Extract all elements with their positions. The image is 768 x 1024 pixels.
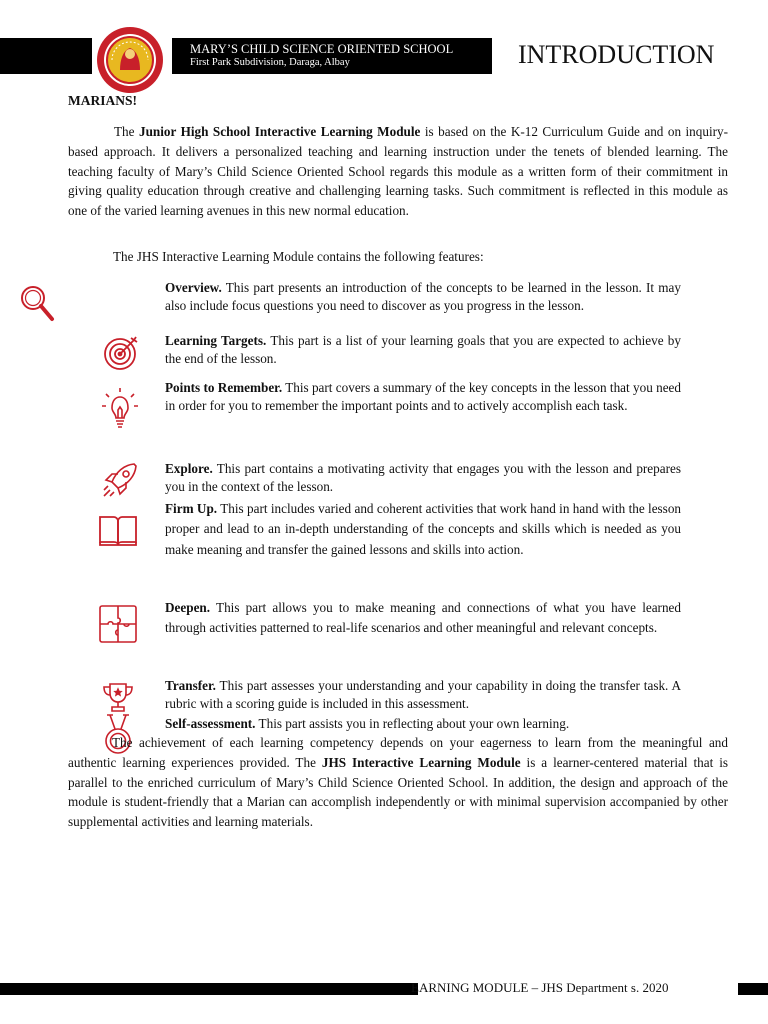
footer-text: EARNING MODULE – JHS Department s. 2020 xyxy=(411,980,669,995)
header-school-bar xyxy=(172,38,492,74)
footer-bar-left xyxy=(0,983,418,995)
feature-firm-up: Firm Up. This part includes varied and coherent activities that work hand in hand with the lesson proper and lead to an in-depth understanding of the concepts and skills which is needed as you make meaning and transfer the gained lessons and skills into action. xyxy=(165,501,682,557)
target-icon xyxy=(101,333,141,373)
module-name-bold-2: JHS Interactive Learning Module xyxy=(321,754,521,770)
magnifier-icon xyxy=(18,283,58,325)
features-intro: The JHS Interactive Learning Module contains the following features: xyxy=(113,249,484,264)
feature-self-assessment: Self-assessment. This part assists you in reflecting about your own learning. xyxy=(165,716,570,731)
school-name: MARY’S CHILD SCIENCE ORIENTED SCHOOL xyxy=(190,42,454,56)
page-title: INTRODUCTION xyxy=(518,40,715,69)
intro-paragraph: The Junior High School Interactive Learning Module is based on the K-12 Curriculum Guide and on inquiry-based approach. It delivers a personalized teaching and learning instruction under the tenets of blended learning. The teaching faculty of Mary’s Child Science Oriented School regards this module as a written form of their commitment in giving quality education through creative and challenging learning tasks. Such commitment is reflected in this module as one of the varied learning avenues in this new normal education. xyxy=(68,124,728,219)
feature-learning-targets: Learning Targets. This part is a list of your learning goals that you are expected to achieve by the end of the lesson. xyxy=(165,333,681,367)
school-address: First Park Subdivision, Daraga, Albay xyxy=(190,57,350,68)
feature-overview: Overview. This part presents an introduction of the concepts to be learned in the lesson. It may also include focus questions you need to discover as you progress in the lesson. xyxy=(165,280,681,314)
greeting: MARIANS! xyxy=(68,93,137,108)
feature-points-to-remember: Points to Remember. This part covers a summary of the key concepts in the lesson that you need in order for you to remember the important points and to actively accomplish each task. xyxy=(165,380,682,414)
school-logo xyxy=(94,24,166,96)
feature-deepen: Deepen. This part allows you to make meaning and connections of what you have learned through activities patterned to real-life scenarios and other meaningful and relevant concepts. xyxy=(165,600,681,636)
lightbulb-icon xyxy=(100,386,140,430)
rocket-icon xyxy=(100,460,140,500)
header-bar-left xyxy=(0,38,92,74)
footer-bar-right xyxy=(738,983,768,995)
module-name-bold: Junior High School Interactive Learning Module xyxy=(138,124,421,139)
feature-explore: Explore. This part contains a motivating activity that engages you with the lesson and prepares you in the context of the lesson. xyxy=(165,461,681,495)
closing-paragraph: The achievement of each learning competency depends on your eagerness to learn from the meaningful and authentic learning experiences provided. The JHS Interactive Learning Module is a learner-centered material that is parallel to the enriched curriculum of Mary’s Child Science Oriented School. In addition, the design and approach of the module is student-friendly that a Marian can accomplish independently or with minimal supervision accompanied by other supplemental activities and learning materials. xyxy=(68,735,729,830)
book-icon xyxy=(98,513,138,549)
puzzle-icon xyxy=(98,604,138,644)
trophy-icon xyxy=(100,681,136,715)
feature-transfer: Transfer. This part assesses your understanding and your capability in doing the transfer task. A rubric with a scoring guide is included in this assessment. xyxy=(165,678,681,712)
